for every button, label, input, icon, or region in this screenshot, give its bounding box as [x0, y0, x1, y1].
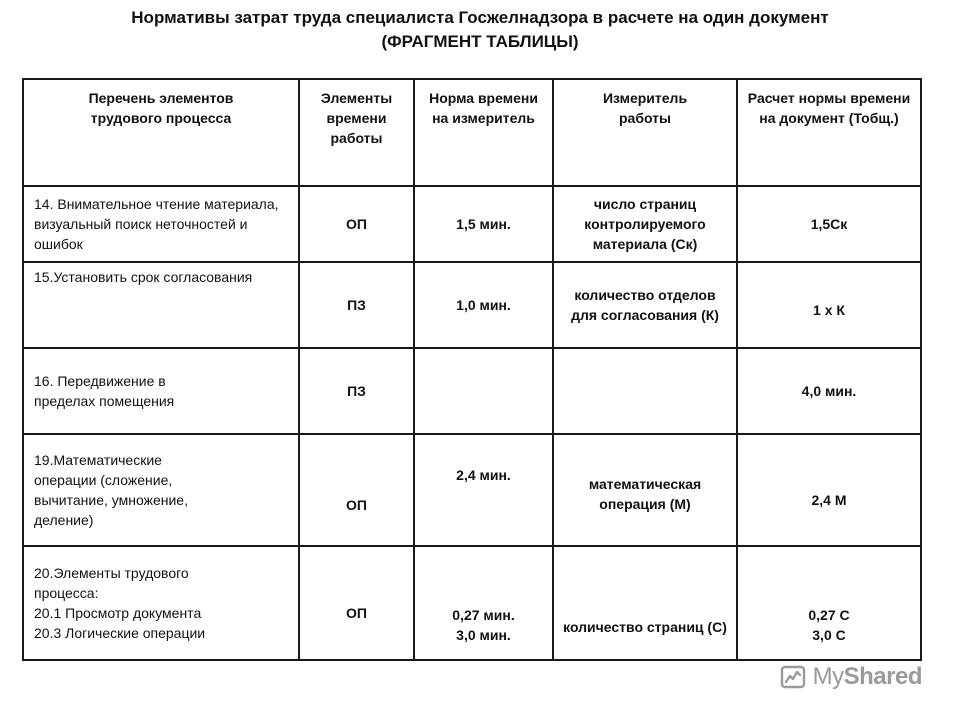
task-line: 20.3 Логические операции: [34, 625, 206, 641]
time-element-cell: ОП: [299, 434, 414, 546]
time-element-cell: ПЗ: [299, 262, 414, 348]
header-cell: Элементы времени работы: [299, 79, 414, 186]
norm-cell: [414, 348, 553, 434]
meter-cell: [553, 348, 737, 434]
table-row: [23, 434, 921, 546]
meter-cell: количество отделов для согласования (К): [553, 262, 737, 348]
table-row: [23, 262, 921, 348]
meter-cell: число страниц контролируемого материала (Ск): [553, 186, 737, 262]
header-cell: Расчет нормы времени на документ (Тобщ.): [737, 79, 921, 186]
task-line: операции (сложение,: [34, 472, 173, 488]
task-line: 16. Передвижение в: [34, 373, 166, 389]
title-line-1: Нормативы затрат труда специалиста Госжелнадзора в расчете на один документ: [131, 8, 829, 27]
norm-cell: 2,4 мин.: [414, 434, 553, 546]
task-cell: 15.Установить срок согласования: [23, 262, 299, 348]
calc-cell: 1,5Ск: [737, 186, 921, 262]
watermark-suffix: Shared: [843, 663, 922, 690]
task-cell: [23, 348, 299, 434]
task-line: 20.Элементы трудового: [34, 565, 189, 581]
meter-cell: количество страниц (С): [553, 546, 737, 660]
watermark-prefix: My: [812, 663, 844, 690]
norm-line: 0,27 мин.: [452, 607, 515, 623]
task-cell: 14. Внимательное чтение материала, визуальный поиск неточностей и ошибок: [23, 186, 299, 262]
labor-norms-table: [22, 78, 922, 661]
norm-cell: 1,5 мин.: [414, 186, 553, 262]
task-line: деление): [34, 512, 94, 528]
table-row: [23, 546, 921, 660]
task-line: вычитание, умножение,: [34, 492, 188, 508]
task-cell: [23, 434, 299, 546]
calc-cell: 2,4 М: [737, 434, 921, 546]
norm-cell: 1,0 мин.: [414, 262, 553, 348]
table-header-row: [23, 79, 921, 186]
calc-cell: [737, 546, 921, 660]
norm-line: 3,0 мин.: [456, 627, 511, 643]
myshared-logo-icon: [779, 663, 807, 691]
header-cell: Измеритель работы: [553, 79, 737, 186]
meter-cell: математическая операция (М): [553, 434, 737, 546]
task-line: пределах помещения: [34, 393, 175, 409]
norm-cell: [414, 546, 553, 660]
time-element-cell: ПЗ: [299, 348, 414, 434]
task-line: 19.Математические: [34, 452, 162, 468]
header-cell: Норма времени на измеритель: [414, 79, 553, 186]
title-line-2: (ФРАГМЕНТ ТАБЛИЦЫ): [381, 32, 579, 51]
table-row: [23, 348, 921, 434]
time-element-cell: ОП: [299, 546, 414, 660]
calc-cell: 4,0 мин.: [737, 348, 921, 434]
calc-line: 3,0 С: [812, 627, 846, 643]
header-cell: Перечень элементов трудового процесса: [23, 79, 299, 186]
time-element-cell: ОП: [299, 186, 414, 262]
table-row: [23, 186, 921, 262]
calc-cell: 1 х К: [737, 262, 921, 348]
task-line: процесса:: [34, 585, 99, 601]
page-title: [0, 6, 960, 54]
task-cell: [23, 546, 299, 660]
myshared-watermark: [779, 662, 922, 692]
task-line: 20.1 Просмотр документа: [34, 605, 202, 621]
watermark-text: [813, 663, 922, 691]
calc-line: 0,27 С: [808, 607, 850, 623]
